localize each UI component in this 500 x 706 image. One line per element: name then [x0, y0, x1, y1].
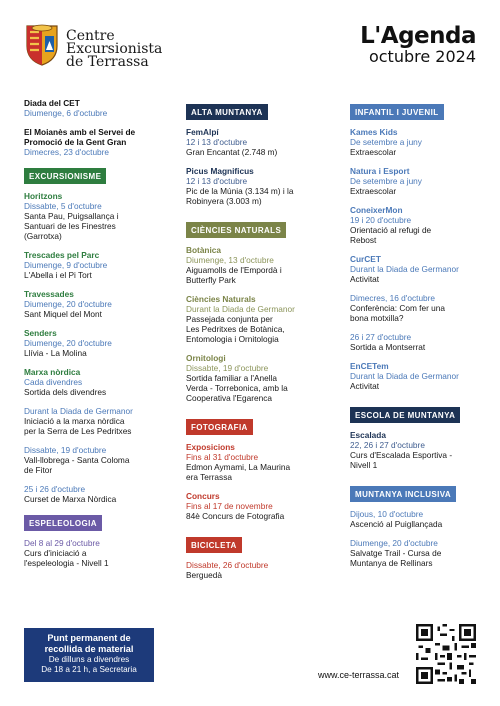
event-item: Horitzons Dissabte, 5 d'octubre Santa Pau, Puigsallança i Santuari de les Finestres (Garrotxa) — [24, 191, 119, 241]
section-bicicleta — [186, 535, 334, 580]
section-ciencies-naturals — [186, 220, 334, 403]
section-badge: FOTOGRAFIA — [186, 419, 253, 435]
section-badge: MUNTANYA INCLUSIVA — [350, 486, 456, 502]
page-title: L'Agenda — [360, 23, 476, 49]
section-escola-muntanya — [350, 405, 478, 470]
column-middle — [186, 98, 334, 589]
event-item: 25 i 26 d'octubre Curset de Marxa Nòrdica — [24, 484, 117, 504]
header — [24, 22, 476, 74]
event-item: Concurs Fins al 17 de novembre 84è Concurs de Fotografia — [186, 491, 285, 521]
event-item: CurCET Durant la Diada de Germanor Activitat — [350, 254, 459, 284]
page-subtitle: octubre 2024 — [368, 47, 476, 66]
section-espeleologia — [24, 513, 152, 568]
event-item: Senders Diumenge, 20 d'octubre Llívia - La Molina — [24, 328, 112, 358]
event-item: 26 i 27 d'octubre Sortida a Montserrat — [350, 332, 426, 352]
event-item: EnCETem Durant la Diada de Germanor Activitat — [350, 361, 459, 391]
event-item: Natura i Esport De setembre a juny Extraescolar — [350, 166, 422, 196]
event-item: Dimecres, 16 d'octubre Conferència: Com fer una bona motxilla? — [350, 293, 446, 323]
section-badge: BICICLETA — [186, 537, 242, 553]
event-item: Dissabte, 19 d'octubre Vall-llobrega - Santa Coloma de Fitor — [24, 445, 130, 475]
event-item: ConeixerMon 19 i 20 d'octubre Orientació al refugi de Rebost — [350, 205, 432, 245]
event-item: Marxa nòrdica Cada divendres Sortida dels divendres — [24, 367, 107, 397]
event-item: Del 8 al 29 d'octubre Curs d'iniciació a l'espeleologia - Nivell 1 — [24, 538, 109, 568]
website-link[interactable]: www.ce-terrassa.cat — [318, 670, 400, 680]
section-muntanya-inclusiva — [350, 484, 478, 568]
event-moianes: El Moianès amb el Servei de Promoció de la Gent Gran Dimecres, 23 d'octubre — [24, 127, 136, 157]
event-item: Kames Kids De setembre a juny Extraescolar — [350, 127, 422, 157]
event-item: Travessades Diumenge, 20 d'octubre Sant Miquel del Mont — [24, 289, 112, 319]
event-item: Picus Magnificus 12 i 13 d'octubre Pic de la Múnia (3.134 m) i la Robinyera (3.003 m) — [186, 166, 294, 206]
section-badge: INFANTIL I JUVENIL — [350, 104, 444, 120]
agenda-title-block — [360, 24, 476, 66]
event-item: Exposicions Fins al 31 d'octubre Edmon Aymami, La Maurina era Terrassa — [186, 442, 291, 482]
material-collection-box: Punt permanent de recollida de material De dilluns a divendres De 18 a 21 h, a Secretaria — [24, 628, 154, 682]
event-item: Trescades pel Parc Diumenge, 9 d'octubre L'Abella i el Pi Tort — [24, 250, 108, 280]
section-alta-muntanya — [186, 102, 334, 206]
event-item: Botànica Diumenge, 13 d'octubre Aiguamolls de l'Empordà i Butterfly Park — [186, 245, 282, 285]
section-badge: ESPELEOLOGIA — [24, 515, 102, 531]
event-item: Durant la Diada de Germanor Iniciació a la marxa nòrdica per la Serra de Les Pedritxes — [24, 406, 133, 436]
qr-code-icon[interactable] — [416, 624, 476, 684]
column-left — [24, 98, 152, 577]
section-badge: CIÈNCIES NATURALS — [186, 222, 286, 238]
event-item: Dijous, 10 d'octubre Ascenció al Puigllançada — [350, 509, 443, 529]
section-badge: EXCURSIONISME — [24, 168, 106, 184]
event-diada: Diada del CET Diumenge, 6 d'octubre — [24, 98, 108, 118]
section-excursionisme — [24, 166, 152, 504]
event-item: Diumenge, 20 d'octubre Salvatge Trail - Cursa de Muntanya de Rellinars — [350, 538, 442, 568]
event-item: Escalada 22, 26 i 27 d'octubre Curs d'Escalada Esportiva - Nivell 1 — [350, 430, 453, 470]
event-item: Dissabte, 26 d'octubre Berguedà — [186, 560, 269, 580]
cet-logo-icon — [24, 22, 60, 66]
event-item: FemAlpí 12 i 13 d'octubre Gran Encantat (2.748 m) — [186, 127, 278, 157]
event-item: Ornitologi Dissabte, 19 d'octubre Sortida familiar a l'Anella Verda - Torrebonica, amb la Cooperativa l'Egarenca — [186, 353, 288, 403]
section-infantil-juvenil — [350, 102, 478, 391]
section-badge: ALTA MUNTANYA — [186, 104, 268, 120]
organization-name: Centre Excursionista de Terrassa — [66, 28, 163, 70]
event-item: Ciències Naturals Durant la Diada de Germanor Passejada conjunta per Les Pedritxes de Botànica, Entomologia i Ornitologia — [186, 294, 295, 344]
column-right — [350, 98, 478, 577]
section-badge: ESCOLA DE MUNTANYA — [350, 407, 460, 423]
section-fotografia — [186, 417, 334, 521]
